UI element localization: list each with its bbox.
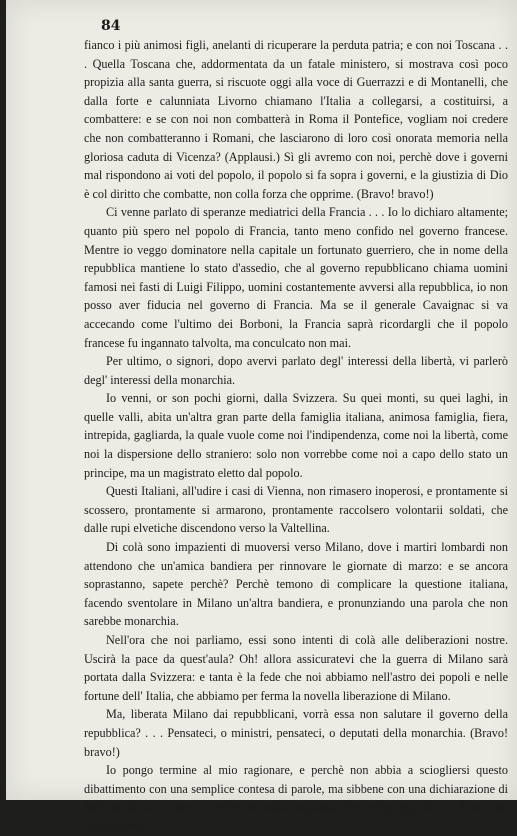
book-page [6,0,517,833]
paragraph: Questi Italiani, all'udire i casi di Vienna, non rimasero inoperosi, e prontamente si scossero, prontamente si armarono, prontamente raccolsero volontarii soldati, che dalle rupi elvetiche discendono verso la Valtellina. [84,484,508,536]
paragraph: Ci venne parlato di speranze mediatrici della Francia . . . Io lo dichiaro altamente; quanto più spero nel popolo di Francia, tanto meno confido nel governo francese. Mentre io veggo dominatore nella capitale un fortunato guerriero, che in nome della repubblica mantiene lo stato d'assedio, che al governo repubblicano chiama uomini famosi nei fasti di Luigi Filippo, uomini costantemente avversi alla repubblica, io non posso aver fiducia nel governo di Francia. Ma se il generale Cavaignac si va accecando come l'ultimo dei Borboni, la Francia saprà ricordargli che il popolo francese fu ingannato talvolta, ma conculcato non mai. [84,205,508,350]
paragraph: Io venni, or son pochi giorni, dalla Svizzera. Su quei monti, su quei laghi, in quelle valli, abita un'altra gran parte della famiglia italiana, animosa famiglia, fiera, intrepida, gagliarda, la quale vuole come noi l'indipendenza, come noi la libertà, come noi la dispersione dello straniero: solo non vorrebbe come noi a capo dello stato un principe, ma un magistrato eletto dal popolo. [84,391,508,480]
page-body [84,36,508,836]
page-number: 84 [101,18,121,34]
paragraph: Nell'ora che noi parliamo, essi sono intenti di colà alle deliberazioni nostre. Uscirà la pace da quest'aula? Oh! allora assicuratevi che la guerra di Milano sarà portata dalla Svizzera: e tanta è la fede che noi abbiamo nell'astro dei popoli e nelle fortune dell' Italia, che abbiamo per ferma la novella liberazione di Milano. [84,633,508,703]
paragraph: Io pongo termine al mio ragionare, e perchè non abbia a sciogliersi questo dibattimento con una semplice contesa di parole, ma sibbene con una dichiarazione di fatti, invito la Camera a deliberare sulla proposta, che sottopongo al suo illuminato patriottismo: [84,763,508,833]
paragraph: Per ultimo, o signori, dopo avervi parlato degl' interessi della libertà, vi parlerò degl' interessi della monarchia. [84,354,508,387]
paragraph: Ma, liberata Milano dai repubblicani, vorrà essa non salutare il governo della repubblica? . . . Pensateci, o ministri, pensateci, o deputati della monarchia. (Bravo! bravo!) [84,707,508,759]
paragraph: fianco i più animosi figli, anelanti di ricuperare la perduta patria; e con noi Toscana . . . Quella Toscana che, addormentata da un fatale ministero, si mostrava così poco propizia alla santa guerra, si riscuote oggi alla voce di Guerrazzi e di Montanelli, che dalla forte e calunniata Livorno chiamano l'Italia a collegarsi, a costituirsi, a combattere: e se con noi non combatterà in Roma il Pontefice, vogliam noi credere che non combatteranno i Romani, che lasciarono di loro così onorata memoria nella gloriosa caduta di Vicenza? (Applausi.) Sì gli avremo con noi, perchè dove i governi mal rispondono ai voti del popolo, il popolo si fa sopra i governi, e la giustizia di Dio è col diritto che combatte, non colla forza che opprime. (Bravo! bravo!) [84,38,508,201]
paragraph: Di colà sono impazienti di muoversi verso Milano, dove i martiri lombardi non attendono che un'amica bandiera per rinnovare le giornate di marzo: e se ancora soprastanno, sapete perchè? Perchè temono di complicare la questione italiana, facendo sventolare in Milano un'altra bandiera, e pronunziando una parola che non sarebbe monarchia. [84,540,508,629]
